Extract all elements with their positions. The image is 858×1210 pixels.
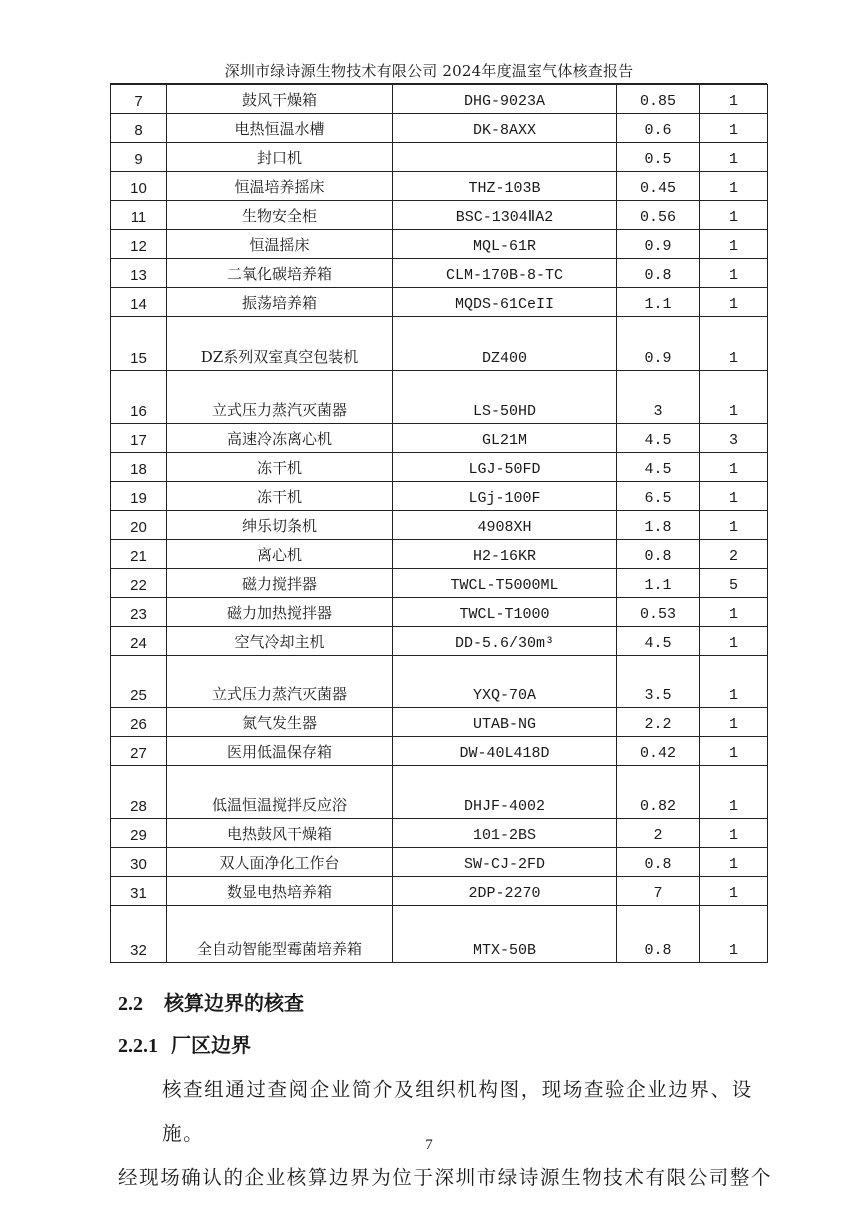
row-number-cell: 21 (111, 540, 167, 569)
row-number-cell: 23 (111, 598, 167, 627)
power-cell: 6.5 (617, 482, 700, 511)
subsection-title: 厂区边界 (170, 1033, 251, 1057)
row-number-cell: 8 (111, 114, 167, 143)
quantity-cell: 2 (700, 540, 768, 569)
table-row (111, 201, 768, 230)
equipment-name-cell: 高速冷冻离心机 (167, 424, 393, 453)
equipment-name-cell: 鼓风干燥箱 (167, 85, 393, 114)
model-cell: THZ-103B (393, 172, 617, 201)
model-cell: SW-CJ-2FD (393, 848, 617, 877)
quantity-cell: 1 (700, 230, 768, 259)
equipment-name-cell: 医用低温保存箱 (167, 737, 393, 766)
table-row (111, 288, 768, 317)
report-header: 深圳市绿诗源生物技术有限公司 2024年度温室气体核查报告 (224, 62, 634, 80)
model-cell: DHG-9023A (393, 85, 617, 114)
quantity-cell: 1 (700, 85, 768, 114)
quantity-cell: 3 (700, 424, 768, 453)
model-cell: DK-8AXX (393, 114, 617, 143)
row-number-cell: 14 (111, 288, 167, 317)
row-number-cell: 10 (111, 172, 167, 201)
quantity-cell: 1 (700, 819, 768, 848)
power-cell: 0.8 (617, 259, 700, 288)
model-cell: 4908XH (393, 511, 617, 540)
row-number-cell: 16 (111, 371, 167, 424)
row-number-cell: 20 (111, 511, 167, 540)
quantity-cell: 1 (700, 317, 768, 371)
table-row (111, 598, 768, 627)
quantity-cell: 1 (700, 288, 768, 317)
power-cell: 0.9 (617, 230, 700, 259)
table-row (111, 143, 768, 172)
table-row (111, 424, 768, 453)
body-paragraph (118, 1068, 773, 1200)
table-row (111, 371, 768, 424)
power-cell: 4.5 (617, 424, 700, 453)
power-cell: 0.85 (617, 85, 700, 114)
quantity-cell: 1 (700, 906, 768, 963)
table-row (111, 85, 768, 114)
quantity-cell: 1 (700, 627, 768, 656)
model-cell: 101-2BS (393, 819, 617, 848)
table-row (111, 317, 768, 371)
quantity-cell: 1 (700, 453, 768, 482)
row-number-cell: 12 (111, 230, 167, 259)
quantity-cell: 1 (700, 708, 768, 737)
row-number-cell: 27 (111, 737, 167, 766)
model-cell: DHJF-4002 (393, 766, 617, 819)
equipment-name-cell: 冻干机 (167, 482, 393, 511)
table-row (111, 453, 768, 482)
model-cell: UTAB-NG (393, 708, 617, 737)
power-cell: 3 (617, 371, 700, 424)
row-number-cell: 11 (111, 201, 167, 230)
power-cell: 1.8 (617, 511, 700, 540)
row-number-cell: 9 (111, 143, 167, 172)
paragraph-line-2: 经现场确认的企业核算边界为位于深圳市绿诗源生物技术有限公司整个 (118, 1166, 773, 1189)
table-row (111, 114, 768, 143)
row-number-cell: 13 (111, 259, 167, 288)
quantity-cell: 1 (700, 259, 768, 288)
equipment-name-cell: 数显电热培养箱 (167, 877, 393, 906)
power-cell: 1.1 (617, 288, 700, 317)
model-cell: MQDS-61CeII (393, 288, 617, 317)
table-row (111, 656, 768, 708)
table-row (111, 569, 768, 598)
quantity-cell: 1 (700, 848, 768, 877)
quantity-cell: 1 (700, 656, 768, 708)
equipment-name-cell: 空气冷却主机 (167, 627, 393, 656)
equipment-name-cell: 电热鼓风干燥箱 (167, 819, 393, 848)
power-cell: 0.6 (617, 114, 700, 143)
equipment-name-cell: DZ系列双室真空包装机 (167, 317, 393, 371)
quantity-cell: 1 (700, 737, 768, 766)
row-number-cell: 28 (111, 766, 167, 819)
page-number: 7 (425, 1137, 433, 1153)
equipment-name-cell: 磁力加热搅拌器 (167, 598, 393, 627)
row-number-cell: 31 (111, 877, 167, 906)
table-row (111, 482, 768, 511)
row-number-cell: 17 (111, 424, 167, 453)
power-cell: 0.5 (617, 143, 700, 172)
equipment-name-cell: 双人面净化工作台 (167, 848, 393, 877)
row-number-cell: 32 (111, 906, 167, 963)
equipment-name-cell: 电热恒温水槽 (167, 114, 393, 143)
model-cell: H2-16KR (393, 540, 617, 569)
table-row (111, 848, 768, 877)
section-title: 核算边界的核查 (163, 991, 304, 1015)
row-number-cell: 7 (111, 85, 167, 114)
equipment-name-cell: 恒温培养摇床 (167, 172, 393, 201)
power-cell: 2.2 (617, 708, 700, 737)
quantity-cell: 1 (700, 172, 768, 201)
equipment-name-cell: 磁力搅拌器 (167, 569, 393, 598)
table-row (111, 906, 768, 963)
table-row (111, 877, 768, 906)
quantity-cell: 1 (700, 143, 768, 172)
model-cell (393, 143, 617, 172)
model-cell: CLM-170B-8-TC (393, 259, 617, 288)
subsection-number: 2.2.1 (118, 1035, 158, 1057)
row-number-cell: 24 (111, 627, 167, 656)
quantity-cell: 1 (700, 598, 768, 627)
model-cell: TWCL-T1000 (393, 598, 617, 627)
section-number: 2.2 (118, 993, 143, 1015)
power-cell: 0.8 (617, 906, 700, 963)
equipment-name-cell: 立式压力蒸汽灭菌器 (167, 656, 393, 708)
equipment-name-cell: 冻干机 (167, 453, 393, 482)
table-row (111, 511, 768, 540)
quantity-cell: 1 (700, 877, 768, 906)
power-cell: 2 (617, 819, 700, 848)
row-number-cell: 15 (111, 317, 167, 371)
row-number-cell: 26 (111, 708, 167, 737)
model-cell: DZ400 (393, 317, 617, 371)
equipment-name-cell: 立式压力蒸汽灭菌器 (167, 371, 393, 424)
power-cell: 0.53 (617, 598, 700, 627)
table-row (111, 259, 768, 288)
power-cell: 0.8 (617, 848, 700, 877)
power-cell: 4.5 (617, 453, 700, 482)
model-cell: LGJ-50FD (393, 453, 617, 482)
equipment-name-cell: 生物安全柜 (167, 201, 393, 230)
equipment-name-cell: 封口机 (167, 143, 393, 172)
model-cell: TWCL-T5000ML (393, 569, 617, 598)
model-cell: DW-40L418D (393, 737, 617, 766)
power-cell: 3.5 (617, 656, 700, 708)
row-number-cell: 25 (111, 656, 167, 708)
row-number-cell: 30 (111, 848, 167, 877)
table-row (111, 627, 768, 656)
model-cell: 2DP-2270 (393, 877, 617, 906)
equipment-name-cell: 全自动智能型霉菌培养箱 (167, 906, 393, 963)
model-cell: YXQ-70A (393, 656, 617, 708)
table-row (111, 230, 768, 259)
model-cell: BSC-1304ⅡA2 (393, 201, 617, 230)
equipment-name-cell: 恒温摇床 (167, 230, 393, 259)
quantity-cell: 1 (700, 482, 768, 511)
quantity-cell: 5 (700, 569, 768, 598)
row-number-cell: 22 (111, 569, 167, 598)
power-cell: 0.42 (617, 737, 700, 766)
row-number-cell: 19 (111, 482, 167, 511)
equipment-name-cell: 绅乐切条机 (167, 511, 393, 540)
table-row (111, 766, 768, 819)
quantity-cell: 1 (700, 371, 768, 424)
model-cell: MQL-61R (393, 230, 617, 259)
row-number-cell: 29 (111, 819, 167, 848)
quantity-cell: 1 (700, 114, 768, 143)
section-heading-2-2-1 (118, 1029, 251, 1058)
power-cell: 0.45 (617, 172, 700, 201)
model-cell: MTX-50B (393, 906, 617, 963)
table-row (111, 540, 768, 569)
row-number-cell: 18 (111, 453, 167, 482)
quantity-cell: 1 (700, 511, 768, 540)
equipment-table (110, 84, 768, 963)
power-cell: 4.5 (617, 627, 700, 656)
model-cell: LS-50HD (393, 371, 617, 424)
power-cell: 0.9 (617, 317, 700, 371)
equipment-name-cell: 振荡培养箱 (167, 288, 393, 317)
quantity-cell: 1 (700, 766, 768, 819)
model-cell: DD-5.6/30m³ (393, 627, 617, 656)
table-row (111, 172, 768, 201)
power-cell: 0.56 (617, 201, 700, 230)
power-cell: 0.8 (617, 540, 700, 569)
power-cell: 0.82 (617, 766, 700, 819)
power-cell: 1.1 (617, 569, 700, 598)
equipment-name-cell: 二氧化碳培养箱 (167, 259, 393, 288)
model-cell: GL21M (393, 424, 617, 453)
model-cell: LGj-100F (393, 482, 617, 511)
section-heading-2-2 (118, 987, 304, 1016)
equipment-name-cell: 低温恒温搅拌反应浴 (167, 766, 393, 819)
table-row (111, 737, 768, 766)
equipment-table-body (111, 85, 768, 963)
paragraph-line-1: 核查组通过查阅企业简介及组织机构图，现场查验企业边界、设施。 (162, 1078, 753, 1145)
table-row (111, 708, 768, 737)
table-row (111, 819, 768, 848)
power-cell: 7 (617, 877, 700, 906)
quantity-cell: 1 (700, 201, 768, 230)
equipment-name-cell: 离心机 (167, 540, 393, 569)
equipment-name-cell: 氮气发生器 (167, 708, 393, 737)
